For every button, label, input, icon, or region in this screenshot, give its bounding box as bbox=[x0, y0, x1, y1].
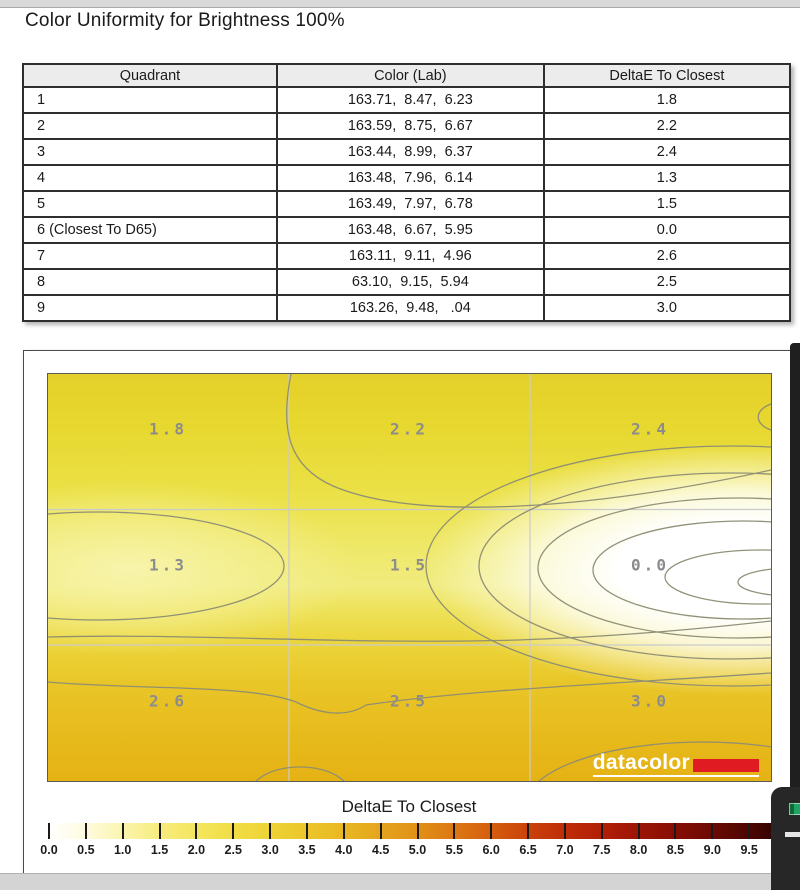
spreadsheet-app-icon[interactable] bbox=[789, 803, 800, 815]
quadrant-cell: 2 bbox=[23, 113, 277, 139]
colorbar-tick bbox=[417, 823, 419, 839]
table-row bbox=[23, 191, 790, 217]
contour-label: 1.5 bbox=[390, 555, 428, 575]
colorbar-tick bbox=[85, 823, 87, 839]
deltae-cell: 2.4 bbox=[544, 139, 790, 165]
colorbar-tick-label: 5.5 bbox=[445, 843, 464, 857]
contour-label: 2.6 bbox=[149, 691, 187, 711]
colorbar-tick-label: 6.0 bbox=[482, 843, 500, 857]
quadrant-cell: 3 bbox=[23, 139, 277, 165]
lab-cell: 163.59, 8.75, 6.67 bbox=[277, 113, 544, 139]
deltae-cell: 3.0 bbox=[544, 295, 790, 321]
colorbar-tick-label: 8.5 bbox=[666, 843, 685, 857]
lab-cell: 163.48, 6.67, 5.95 bbox=[277, 217, 544, 243]
overlapping-window-titlebar bbox=[785, 832, 800, 837]
table-row bbox=[23, 87, 790, 113]
table-row bbox=[23, 217, 790, 243]
window-top-edge bbox=[0, 0, 800, 8]
table-row bbox=[23, 295, 790, 321]
datacolor-logo-red-bar bbox=[693, 759, 759, 772]
table-row bbox=[23, 243, 790, 269]
colorbar-tick bbox=[269, 823, 271, 839]
contour-plot bbox=[47, 373, 772, 782]
colorbar bbox=[37, 823, 794, 865]
lab-cell: 63.10, 9.15, 5.94 bbox=[277, 269, 544, 295]
colorbar-tick-label: 3.5 bbox=[298, 843, 316, 857]
quadrant-cell: 7 bbox=[23, 243, 277, 269]
quadrant-cell: 1 bbox=[23, 87, 277, 113]
deltae-cell: 0.0 bbox=[544, 217, 790, 243]
colorbar-tick bbox=[453, 823, 455, 839]
lab-cell: 163.26, 9.48, .04 bbox=[277, 295, 544, 321]
colorbar-tick bbox=[159, 823, 161, 839]
colorbar-tick-label: 1.0 bbox=[113, 843, 132, 857]
lab-cell: 163.48, 7.96, 6.14 bbox=[277, 165, 544, 191]
table-row bbox=[23, 269, 790, 295]
contour-label: 0.0 bbox=[631, 555, 669, 575]
lab-cell: 163.11, 9.11, 4.96 bbox=[277, 243, 544, 269]
colorbar-tick bbox=[564, 823, 566, 839]
uniformity-table bbox=[22, 63, 791, 322]
contour-label: 1.8 bbox=[149, 419, 187, 439]
colorbar-tick-label: 3.0 bbox=[261, 843, 279, 857]
colorbar-tick-label: 8.0 bbox=[629, 843, 648, 857]
heatmap-panel bbox=[23, 350, 795, 874]
table-row bbox=[23, 165, 790, 191]
colorbar-tick bbox=[711, 823, 713, 839]
contour-label: 3.0 bbox=[631, 691, 669, 711]
quadrant-cell: 9 bbox=[23, 295, 277, 321]
table-header-row bbox=[23, 64, 790, 87]
colorbar-tick-label: 5.0 bbox=[408, 843, 427, 857]
colorbar-title: DeltaE To Closest bbox=[341, 797, 477, 816]
contour-label: 1.3 bbox=[149, 555, 187, 575]
colorbar-tick bbox=[748, 823, 750, 839]
col-header-quadrant: Quadrant bbox=[23, 64, 277, 87]
lab-cell: 163.44, 8.99, 6.37 bbox=[277, 139, 544, 165]
colorbar-tick bbox=[232, 823, 234, 839]
table-row bbox=[23, 113, 790, 139]
colorbar-tick bbox=[306, 823, 308, 839]
colorbar-tick bbox=[527, 823, 529, 839]
contour-label: 2.2 bbox=[390, 419, 428, 439]
page-title: Color Uniformity for Brightness 100% bbox=[25, 10, 345, 31]
colorbar-tick bbox=[122, 823, 124, 839]
colorbar-tick-label: 9.0 bbox=[703, 843, 721, 857]
overlapping-window-corner[interactable] bbox=[771, 787, 800, 890]
colorbar-tick bbox=[601, 823, 603, 839]
colorbar-tick-label: 0.5 bbox=[77, 843, 95, 857]
colorbar-tick-label: 2.0 bbox=[187, 843, 206, 857]
contour-label: 2.5 bbox=[390, 691, 428, 711]
colorbar-tick-label: 4.0 bbox=[335, 843, 353, 857]
quadrant-cell: 8 bbox=[23, 269, 277, 295]
colorbar-tick-label: 4.5 bbox=[371, 843, 390, 857]
window-bottom-edge bbox=[0, 873, 800, 890]
colorbar-tick bbox=[638, 823, 640, 839]
colorbar-tick bbox=[195, 823, 197, 839]
colorbar-tick-label: 1.5 bbox=[150, 843, 169, 857]
quadrant-cell: 4 bbox=[23, 165, 277, 191]
datacolor-logo bbox=[593, 752, 759, 777]
lab-cell: 163.71, 8.47, 6.23 bbox=[277, 87, 544, 113]
lab-cell: 163.49, 7.97, 6.78 bbox=[277, 191, 544, 217]
deltae-cell: 2.2 bbox=[544, 113, 790, 139]
deltae-cell: 2.6 bbox=[544, 243, 790, 269]
quadrant-cell: 6 (Closest To D65) bbox=[23, 217, 277, 243]
colorbar-tick-label: 9.5 bbox=[740, 843, 758, 857]
colorbar-gradient bbox=[37, 823, 794, 839]
colorbar-tick bbox=[343, 823, 345, 839]
colorbar-tick-label: 0.0 bbox=[40, 843, 58, 857]
colorbar-tick bbox=[490, 823, 492, 839]
table-row bbox=[23, 139, 790, 165]
colorbar-tick-label: 7.0 bbox=[556, 843, 574, 857]
contour-label: 2.4 bbox=[631, 419, 669, 439]
deltae-cell: 1.5 bbox=[544, 191, 790, 217]
col-header-color-lab: Color (Lab) bbox=[277, 64, 544, 87]
colorbar-tick bbox=[48, 823, 50, 839]
deltae-cell: 1.3 bbox=[544, 165, 790, 191]
quadrant-cell: 5 bbox=[23, 191, 277, 217]
deltae-cell: 1.8 bbox=[544, 87, 790, 113]
deltae-cell: 2.5 bbox=[544, 269, 790, 295]
colorbar-tick-label: 2.5 bbox=[224, 843, 242, 857]
colorbar-tick-label: 7.5 bbox=[593, 843, 611, 857]
colorbar-tick-label: 6.5 bbox=[519, 843, 537, 857]
colorbar-tick bbox=[674, 823, 676, 839]
col-header-deltae: DeltaE To Closest bbox=[544, 64, 790, 87]
datacolor-logo-text: datacolor bbox=[592, 751, 690, 774]
colorbar-tick bbox=[380, 823, 382, 839]
